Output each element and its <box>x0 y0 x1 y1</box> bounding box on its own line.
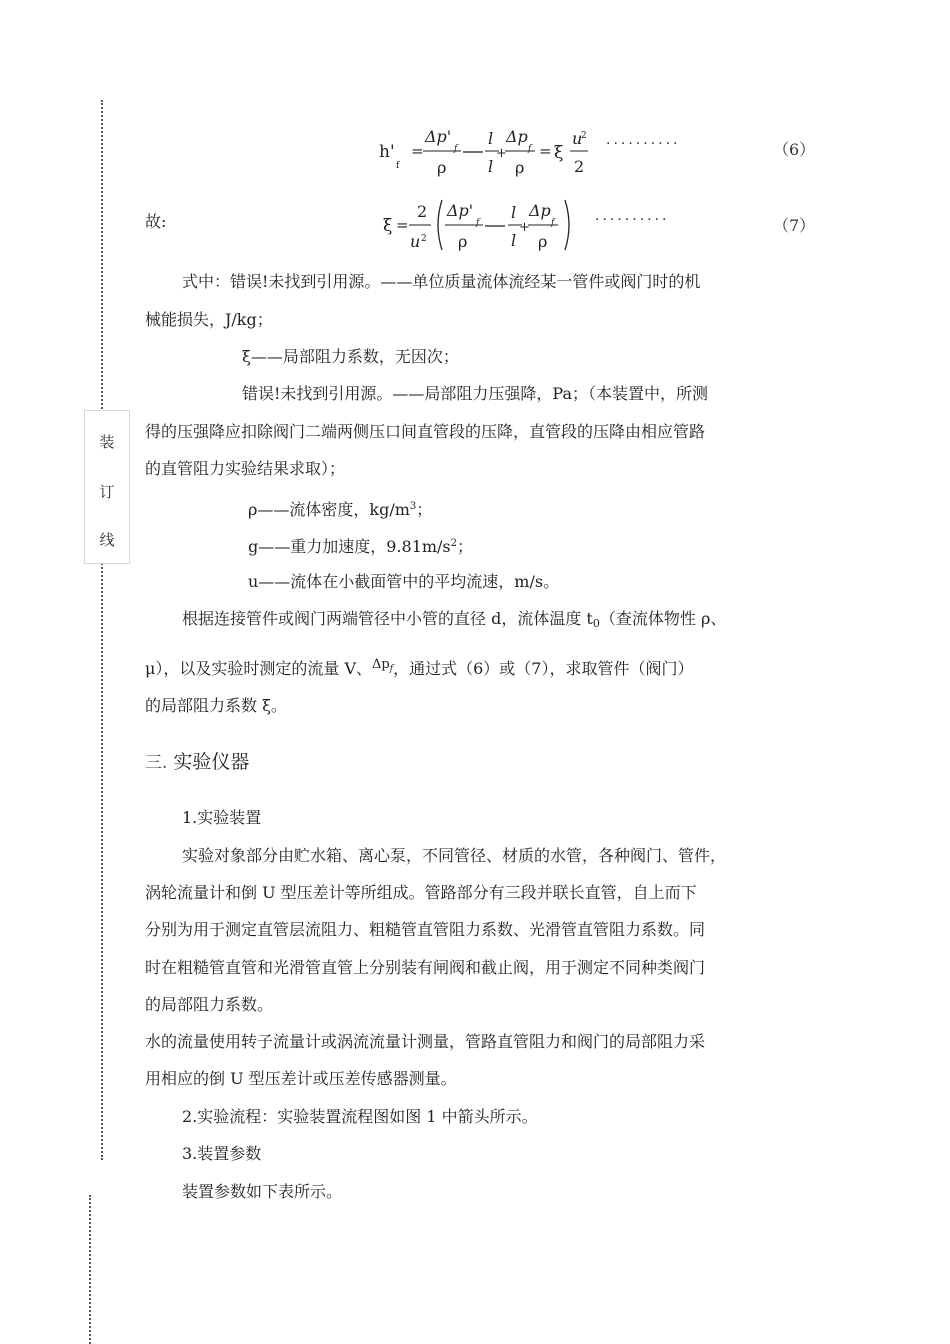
eq7-u: u <box>410 232 421 251</box>
def-dp-line-3: 的直管阻力实验结果求取）； <box>145 459 346 478</box>
eq6-number: （6） <box>773 140 816 159</box>
para2-line-2: 用相应的倒 U 型压差计或压差传感器测量。 <box>145 1069 457 1088</box>
binding-label-box <box>84 410 130 564</box>
def-xi: ξ——局部阻力系数，无因次； <box>242 347 459 366</box>
eq7-dp-prime-sub: f <box>476 218 480 228</box>
subsection-2-text: 2.实验流程：实验装置流程图如图 1 中箭头所示。 <box>182 1107 538 1126</box>
eq6-u-exp: 2 <box>581 131 587 141</box>
eq6-l-den: l <box>488 157 494 176</box>
eq6-l-num: l <box>488 129 494 148</box>
eq7-xi: ξ <box>383 216 393 236</box>
para1-line-2: 涡轮流量计和倒 U 型压差计等所组成。管路部分有三段并联长直管，自上而下 <box>145 883 697 902</box>
para1-line-3: 分别为用于测定直管层流阻力、粗糙管直管阻力系数、光滑管直管阻力系数。同 <box>145 920 706 939</box>
eq6-u: u <box>572 129 583 148</box>
eq7-rho-1: ρ <box>458 232 468 251</box>
eq7-therefore-label: 故: <box>145 212 167 231</box>
eq6-dp-prime: Δp' <box>425 127 452 146</box>
eq7-u-exp: 2 <box>421 234 427 244</box>
svg-text:+: + <box>496 146 507 161</box>
def-line-2: 械能损失，J/kg； <box>145 310 273 329</box>
eq6-lhs: h' <box>379 142 395 162</box>
eq6-lhs-sub: f <box>396 161 400 171</box>
eq7-dp-sub: f <box>551 218 555 228</box>
svg-text:=: = <box>411 142 424 160</box>
para2-line-1: 水的流量使用转子流量计或涡流流量计测量，管路直管阻力和阀门的局部阻力采 <box>145 1032 706 1051</box>
calc-paragraph-line-2: μ），以及实验时测定的流量 V、$^{\Delta p_f}$，通过式（6）或（7），求取管件（阀门） <box>145 657 694 678</box>
binding-char-ding: 订 <box>99 483 115 501</box>
binding-char-zhuang: 装 <box>99 433 115 451</box>
section-heading: 三. 实验仪器 <box>145 751 250 773</box>
binding-dotted-line-lower <box>89 1195 91 1344</box>
eq7-dp-prime: Δp' <box>447 201 474 220</box>
eq7-dot-leader: ·········· <box>595 212 670 228</box>
eq7-dp: Δp <box>529 201 551 220</box>
def-dp-line-2: 得的压强降应扣除阀门二端两侧压口间直管段的压降，直管段的压降由相应管路 <box>145 422 706 441</box>
eq6-rho-2: ρ <box>515 158 525 177</box>
subsection-1-title: 1.实验装置 <box>182 808 262 827</box>
para1-line-5: 的局部阻力系数。 <box>145 995 274 1014</box>
def-rho: ρ——流体密度，$kg/m^3$； <box>248 500 433 519</box>
eq6-xi: ξ <box>554 143 564 163</box>
eq6-two: 2 <box>574 157 585 176</box>
binding-dotted-line <box>101 100 103 1160</box>
def-g: g——重力加速度，$9.81m/s^2$； <box>248 537 474 556</box>
svg-text:=: = <box>396 216 409 234</box>
calc-paragraph-line-1: 根据连接管件或阀门两端管径中小管的直径 d，流体温度 $t_0$（查流体物性 ρ、 <box>182 609 727 630</box>
eq7-l-den: l <box>511 231 517 250</box>
def-line-1: 式中：错误!未找到引用源。——单位质量流体流经某一管件或阀门时的机 <box>182 272 701 291</box>
svg-text:+: + <box>519 220 530 235</box>
svg-text:=: = <box>539 142 552 160</box>
def-u: u——流体在小截面管中的平均流速，m/s。 <box>248 572 560 591</box>
eq6-dot-leader: ·········· <box>606 136 681 152</box>
eq6-dp-prime-sub: f <box>454 144 458 154</box>
eq6-dp: Δp <box>506 127 528 146</box>
eq7-rho-2: ρ <box>538 232 548 251</box>
binding-char-xian: 线 <box>99 531 115 549</box>
para1-line-1: 实验对象部分由贮水箱、离心泵，不同管径、材质的水管，各种阀门、管件， <box>182 846 727 865</box>
subsection-3-text: 装置参数如下表所示。 <box>182 1182 343 1201</box>
equation-7 <box>380 193 590 261</box>
def-dp-line-1: 错误!未找到引用源。——局部阻力压强降，Pa；（本装置中，所测 <box>242 384 709 403</box>
eq6-rho-1: ρ <box>437 158 447 177</box>
eq6-dp-sub: f <box>528 144 532 154</box>
para1-line-4: 时在粗糙管直管和光滑管直管上分别装有闸阀和截止阀，用于测定不同种类阀门 <box>145 958 706 977</box>
eq7-number: （7） <box>773 216 816 235</box>
subsection-3-title: 3.装置参数 <box>182 1144 262 1163</box>
eq7-two: 2 <box>417 202 428 221</box>
eq7-l-num: l <box>511 203 517 222</box>
calc-paragraph-line-3: 的局部阻力系数 ξ。 <box>145 696 287 715</box>
equation-6 <box>375 120 605 184</box>
